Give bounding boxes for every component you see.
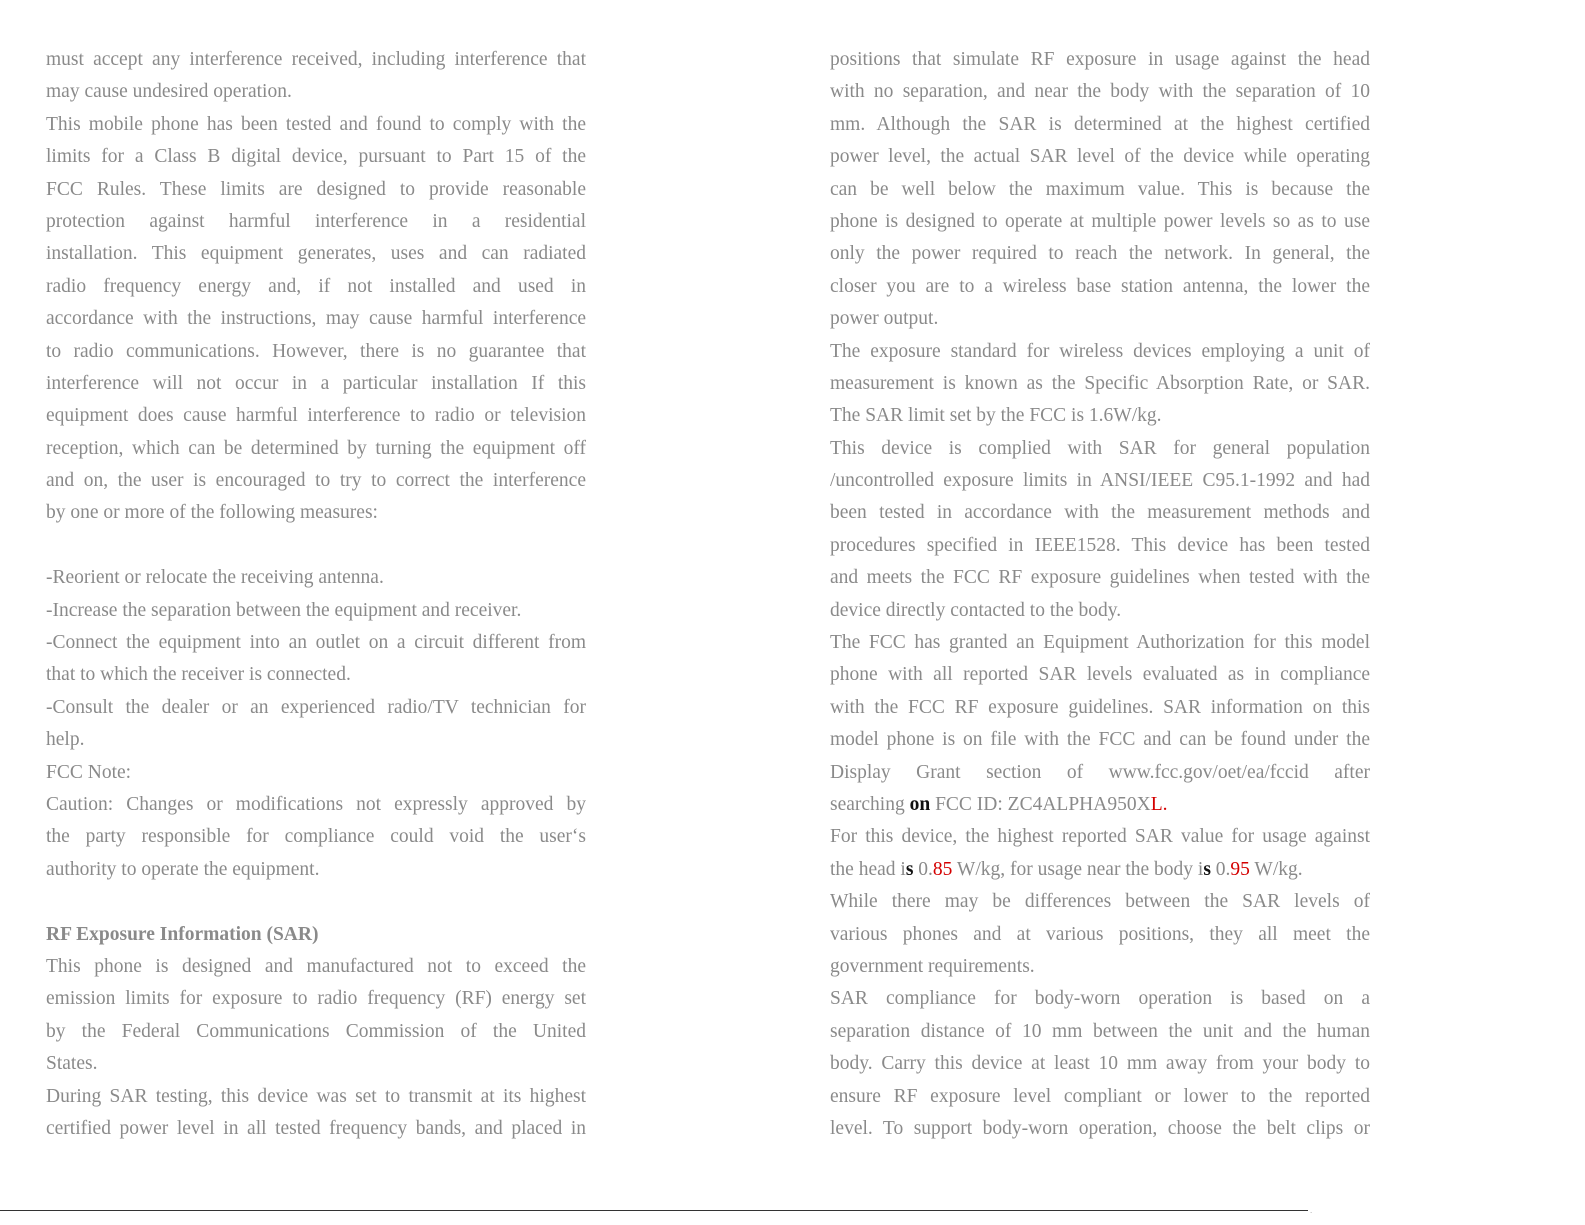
text-line: -Increase the separation between the equipment and receiver. [46, 599, 522, 621]
text-segment: W/kg, for usage near the body i [952, 858, 1204, 880]
text-line: While there may be differences between the SAR levels of [830, 891, 1370, 913]
section-heading: RF Exposure Information (SAR) [46, 923, 319, 945]
text-line: installation. This equipment generates, uses and can radiated [46, 243, 586, 265]
text-line: to radio communications. However, there is no guarantee that [46, 340, 586, 362]
text-line: -Consult the dealer or an experienced radio/TV technician for [46, 696, 586, 718]
text-line: been tested in accordance with the measurement methods and [830, 502, 1370, 524]
text-line: radio frequency energy and, if not installed and used in [46, 275, 586, 297]
text-line: ensure RF exposure level compliant or lower to the reported [830, 1085, 1370, 1107]
text-line [830, 789, 1370, 821]
text-line: separation distance of 10 mm between the unit and the human [830, 1020, 1370, 1042]
text-line: protection against harmful interference in a residential [46, 210, 586, 232]
text-line: This device is complied with SAR for general population [830, 437, 1370, 459]
text-line: only the power required to reach the network. In general, the [830, 243, 1370, 265]
text-line: States. [46, 1053, 98, 1075]
text-line: can be well below the maximum value. This is because the [830, 178, 1370, 200]
text-line: device directly contacted to the body. [830, 599, 1122, 621]
text-line: The SAR limit set by the FCC is 1.6W/kg. [830, 405, 1162, 427]
text-segment: searching [830, 793, 910, 815]
text-line: by the Federal Communications Commission of the United [46, 1020, 586, 1042]
text-line: with the FCC RF exposure guidelines. SAR information on this [830, 696, 1370, 718]
highlighted-value: L. [1150, 793, 1168, 815]
text-line: that to which the receiver is connected. [46, 664, 351, 686]
text-line: body. Carry this device at least 10 mm away from your body to [830, 1053, 1370, 1075]
text-line: positions that simulate RF exposure in usage against the head [830, 49, 1370, 70]
blank-line [46, 530, 586, 562]
text-segment: 0. [1210, 858, 1231, 880]
left-text-column [46, 44, 586, 1145]
text-line: various phones and at various positions, they all meet the [830, 923, 1370, 945]
text-line: power level, the actual SAR level of the device while operating [830, 146, 1370, 168]
text-line: closer you are to a wireless base station antenna, the lower the [830, 275, 1370, 297]
text-line: must accept any interference received, including interference that [46, 49, 586, 70]
text-line: /uncontrolled exposure limits in ANSI/IEEE C95.1-1992 and had [830, 470, 1370, 492]
text-line: -Reorient or relocate the receiving antenna. [46, 567, 384, 589]
text-line: procedures specified in IEEE1528. This device has been tested [830, 534, 1370, 556]
text-segment: FCC ID: ZC4ALPHA950X [930, 793, 1151, 815]
text-line [830, 854, 1370, 886]
text-line: help. [46, 729, 85, 751]
text-line: the party responsible for compliance could void the user‘s [46, 826, 586, 848]
text-line: SAR compliance for body-worn operation is based on a [830, 988, 1370, 1010]
text-line: For this device, the highest reported SAR value for usage against [830, 826, 1370, 848]
text-line: FCC Rules. These limits are designed to provide reasonable [46, 178, 586, 200]
emphasized-text: s [905, 858, 914, 880]
text-line: Display Grant section of www.fcc.gov/oet/ea/fccid after [830, 761, 1370, 783]
text-line: measurement is known as the Specific Absorption Rate, or SAR. [830, 372, 1370, 394]
text-line: level. To support body-worn operation, choose the belt clips or [830, 1117, 1370, 1139]
text-line: with no separation, and near the body with the separation of 10 [830, 81, 1370, 103]
text-line: This mobile phone has been tested and found to comply with the [46, 113, 586, 135]
text-line: This phone is designed and manufactured not to exceed the [46, 955, 586, 977]
text-line: phone is designed to operate at multiple power levels so as to use [830, 210, 1370, 232]
text-line: The FCC has granted an Equipment Authorization for this model [830, 632, 1370, 654]
text-line: certified power level in all tested frequency bands, and placed in [46, 1117, 586, 1139]
text-line: equipment does cause harmful interference to radio or television [46, 405, 586, 427]
right-text-column [830, 44, 1370, 1145]
text-line: limits for a Class B digital device, pursuant to Part 15 of the [46, 146, 586, 168]
highlighted-value: 85 [932, 858, 953, 880]
text-line: accordance with the instructions, may cause harmful interference [46, 308, 586, 330]
text-segment: W/kg. [1249, 858, 1303, 880]
highlighted-value: 95 [1230, 858, 1250, 880]
text-segment: the head i [830, 858, 906, 880]
text-line: interference will not occur in a particular installation If this [46, 372, 586, 394]
text-line: power output. [830, 308, 939, 330]
text-line: reception, which can be determined by turning the equipment off [46, 437, 586, 459]
text-line: and meets the FCC RF exposure guidelines when tested with the [830, 567, 1370, 589]
blank-line [46, 886, 586, 918]
text-line: The exposure standard for wireless devices employing a unit of [830, 340, 1370, 362]
text-line: phone with all reported SAR levels evaluated as in compliance [830, 664, 1370, 686]
text-line: mm. Although the SAR is determined at the highest certified [830, 113, 1370, 135]
text-line: and on, the user is encouraged to try to correct the interference [46, 470, 586, 492]
text-line: emission limits for exposure to radio frequency (RF) energy set [46, 988, 586, 1010]
text-line: by one or more of the following measures: [46, 502, 378, 524]
text-line: may cause undesired operation. [46, 81, 292, 103]
text-line: During SAR testing, this device was set to transmit at its highest [46, 1085, 586, 1107]
emphasized-text: s [1203, 858, 1211, 880]
emphasized-text: on [909, 793, 931, 815]
text-line: FCC Note: [46, 761, 132, 783]
page-corner-mark: . [1310, 1206, 1313, 1215]
text-segment: 0. [913, 858, 933, 880]
text-line: Caution: Changes or modifications not expressly approved by [46, 793, 586, 815]
text-line: authority to operate the equipment. [46, 858, 320, 880]
text-line: -Connect the equipment into an outlet on a circuit different from [46, 632, 586, 654]
text-line: government requirements. [830, 955, 1035, 977]
page-bottom-rule [0, 1210, 1308, 1211]
text-line: model phone is on file with the FCC and can be found under the [830, 729, 1370, 751]
